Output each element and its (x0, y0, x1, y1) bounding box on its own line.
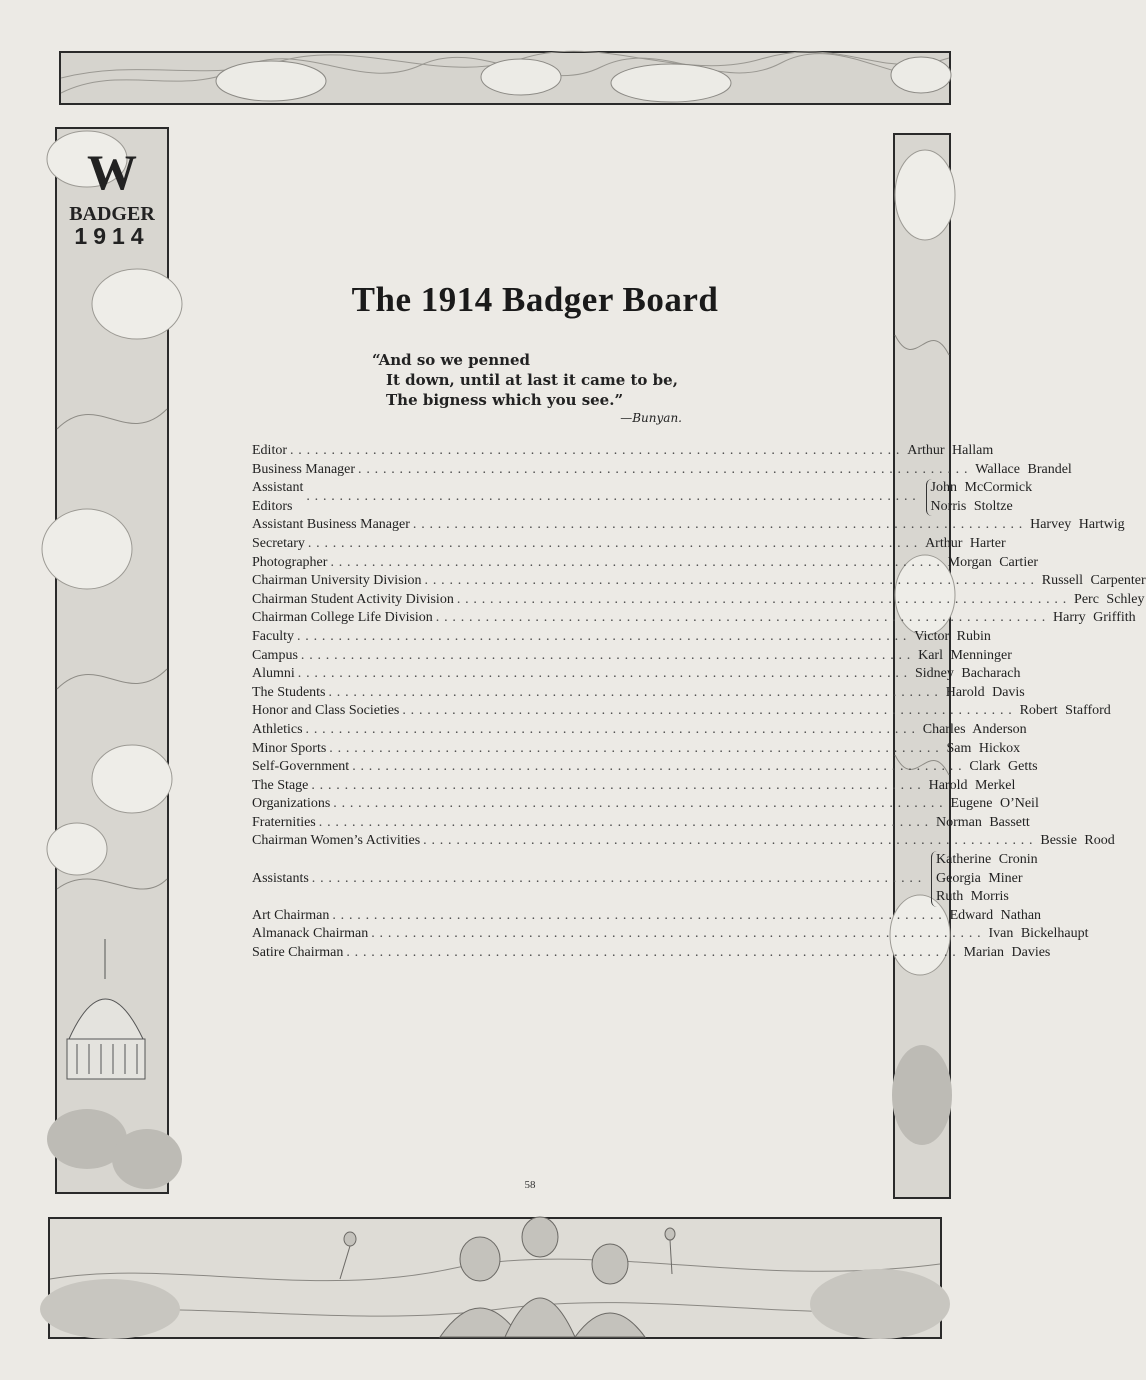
roster-name: Eugene O’Neil (950, 796, 1039, 812)
roster-role: Alumni (252, 666, 295, 682)
roster-role: Assistants (252, 870, 309, 886)
roster-name: Victor Rubin (914, 628, 991, 644)
leader-dots: .......................................................................... (311, 777, 926, 793)
roster-row (252, 647, 1012, 666)
badge-name: BADGER (69, 203, 155, 225)
roster-name: Katherine Cronin (936, 852, 1038, 868)
leader-dots: .......................................................................... (412, 517, 1028, 533)
roster-role: Minor Sports (252, 740, 327, 756)
roster-names (926, 479, 1033, 516)
roster-row (252, 442, 994, 461)
leader-dots: .......................................................................... (333, 796, 948, 812)
roster-name: Sidney Bacharach (914, 666, 1021, 682)
roster-role: Chairman College Life Division (252, 610, 433, 626)
leader-dots: .......................................................................... (371, 926, 986, 942)
roster-name: Harry Griffith (1053, 610, 1136, 626)
leader-dots: .......................................................................... (306, 489, 921, 505)
roster-row (252, 461, 1072, 480)
roster-role: Chairman Women’s Activities (252, 833, 421, 849)
roster-role: Business Manager (252, 461, 356, 477)
roster-row (252, 832, 1115, 851)
leader-dots: .......................................................................... (424, 573, 1039, 589)
roster-row (252, 721, 1027, 740)
roster-row (252, 814, 1030, 833)
roster-row (252, 609, 1136, 628)
epigraph-attribution: —Bunyan. (620, 411, 682, 425)
roster-role: The Stage (252, 777, 309, 793)
roster-name: Russell Carpenter (1041, 573, 1146, 589)
roster-role: Art Chairman (252, 907, 330, 923)
leader-dots: .......................................................................... (402, 703, 1017, 719)
roster-names (931, 851, 1038, 907)
roster-role: Self-Government (252, 759, 350, 775)
roster-name: Charles Anderson (922, 721, 1027, 737)
roster-role: Organizations (252, 796, 331, 812)
bottom-illustration (48, 1217, 942, 1339)
roster-name: Perc Schley (1074, 591, 1145, 607)
roster-row (252, 702, 1111, 721)
leader-dots: .......................................................................... (329, 740, 944, 756)
roster-name: Ruth Morris (936, 889, 1009, 905)
leader-dots: .......................................................................... (435, 610, 1050, 626)
roster-name: Bessie Rood (1040, 833, 1115, 849)
leader-dots: .......................................................................... (297, 666, 912, 682)
roster-row (252, 758, 1038, 777)
leader-dots: .......................................................................... (300, 647, 916, 663)
roster-role: Campus (252, 647, 298, 663)
roster-name: Clark Getts (969, 759, 1038, 775)
roster-name: Sam Hickox (946, 740, 1021, 756)
roster-row (252, 665, 1021, 684)
epigraph (372, 350, 692, 426)
epigraph-line-1: “And so we penned (372, 351, 531, 369)
roster-role: Assistant Business Manager (252, 517, 410, 533)
roster-row (252, 740, 1021, 759)
leader-dots: .......................................................................... (305, 721, 920, 737)
roster-role: Fraternities (252, 814, 316, 830)
badge-letter: W (87, 144, 137, 200)
leader-dots: .......................................................................... (318, 814, 933, 830)
roster-name: Wallace Brandel (975, 461, 1072, 477)
roster-row (252, 572, 1146, 591)
leader-dots: .......................................................................... (332, 907, 947, 923)
roster-name: Karl Menninger (918, 647, 1012, 663)
roster-row (252, 535, 1006, 554)
roster-name: Harold Davis (945, 684, 1025, 700)
leader-dots: .......................................................................... (346, 945, 961, 961)
roster-row (252, 795, 1039, 814)
roster-role: Secretary (252, 535, 305, 551)
board-roster (252, 442, 1146, 963)
leader-dots: .......................................................................... (290, 443, 905, 458)
top-decorative-border (59, 51, 951, 105)
roster-role: Assistant Editors (252, 480, 304, 514)
roster-name: Edward Nathan (949, 907, 1042, 923)
roster-row (252, 777, 1016, 796)
left-decorative-border (55, 127, 169, 1194)
roster-row (252, 516, 1125, 535)
roster-role: Honor and Class Societies (252, 703, 400, 719)
roster-role: Faculty (252, 628, 294, 644)
roster-row (252, 684, 1025, 703)
leader-dots: .......................................................................... (311, 870, 926, 886)
roster-name: Harold Merkel (928, 777, 1016, 793)
roster-name: Marian Davies (963, 945, 1051, 961)
roster-group (252, 479, 1033, 516)
roster-name: Ivan Bickelhaupt (988, 926, 1089, 942)
leader-dots: .......................................................................... (423, 833, 1038, 849)
leader-dots: .......................................................................... (328, 684, 943, 700)
roster-row (252, 591, 1145, 610)
roster-row (252, 944, 1051, 963)
roster-name: Norman Bassett (935, 814, 1030, 830)
roster-role: Photographer (252, 554, 328, 570)
roster-group (252, 851, 1038, 907)
roster-role: Satire Chairman (252, 945, 344, 961)
roster-name: John McCormick (930, 480, 1033, 496)
leader-dots: .......................................................................... (330, 554, 945, 570)
page-number: 58 (524, 1179, 536, 1191)
roster-row (252, 628, 991, 647)
roster-role: Chairman University Division (252, 573, 422, 589)
roster-name: Arthur Hallam (907, 443, 994, 458)
leader-dots: .......................................................................... (307, 535, 923, 551)
roster-row (252, 907, 1042, 926)
epigraph-line-2: It down, until at last it came to be, (386, 371, 678, 389)
roster-name: Norris Stoltze (930, 498, 1013, 514)
leader-dots: .......................................................................... (456, 591, 1072, 607)
roster-row (252, 554, 1039, 573)
roster-name: Morgan Cartier (947, 554, 1039, 570)
roster-name: Georgia Miner (936, 870, 1023, 886)
badge-year: 1914 (74, 223, 150, 249)
roster-role: Editor (252, 443, 287, 458)
roster-role: Chairman Student Activity Division (252, 591, 454, 607)
roster-name: Harvey Hartwig (1030, 517, 1125, 533)
roster-role: Athletics (252, 721, 303, 737)
leader-dots: .......................................................................... (297, 628, 912, 644)
roster-name: Robert Stafford (1019, 703, 1111, 719)
roster-role: The Students (252, 684, 326, 700)
leader-dots: .......................................................................... (358, 461, 973, 477)
epigraph-line-3: The bigness which you see.” (386, 391, 624, 409)
page-title: The 1914 Badger Board (351, 280, 719, 319)
roster-name: Arthur Harter (925, 535, 1006, 551)
leader-dots: .......................................................................... (352, 759, 967, 775)
roster-row (252, 925, 1089, 944)
roster-role: Almanack Chairman (252, 926, 369, 942)
